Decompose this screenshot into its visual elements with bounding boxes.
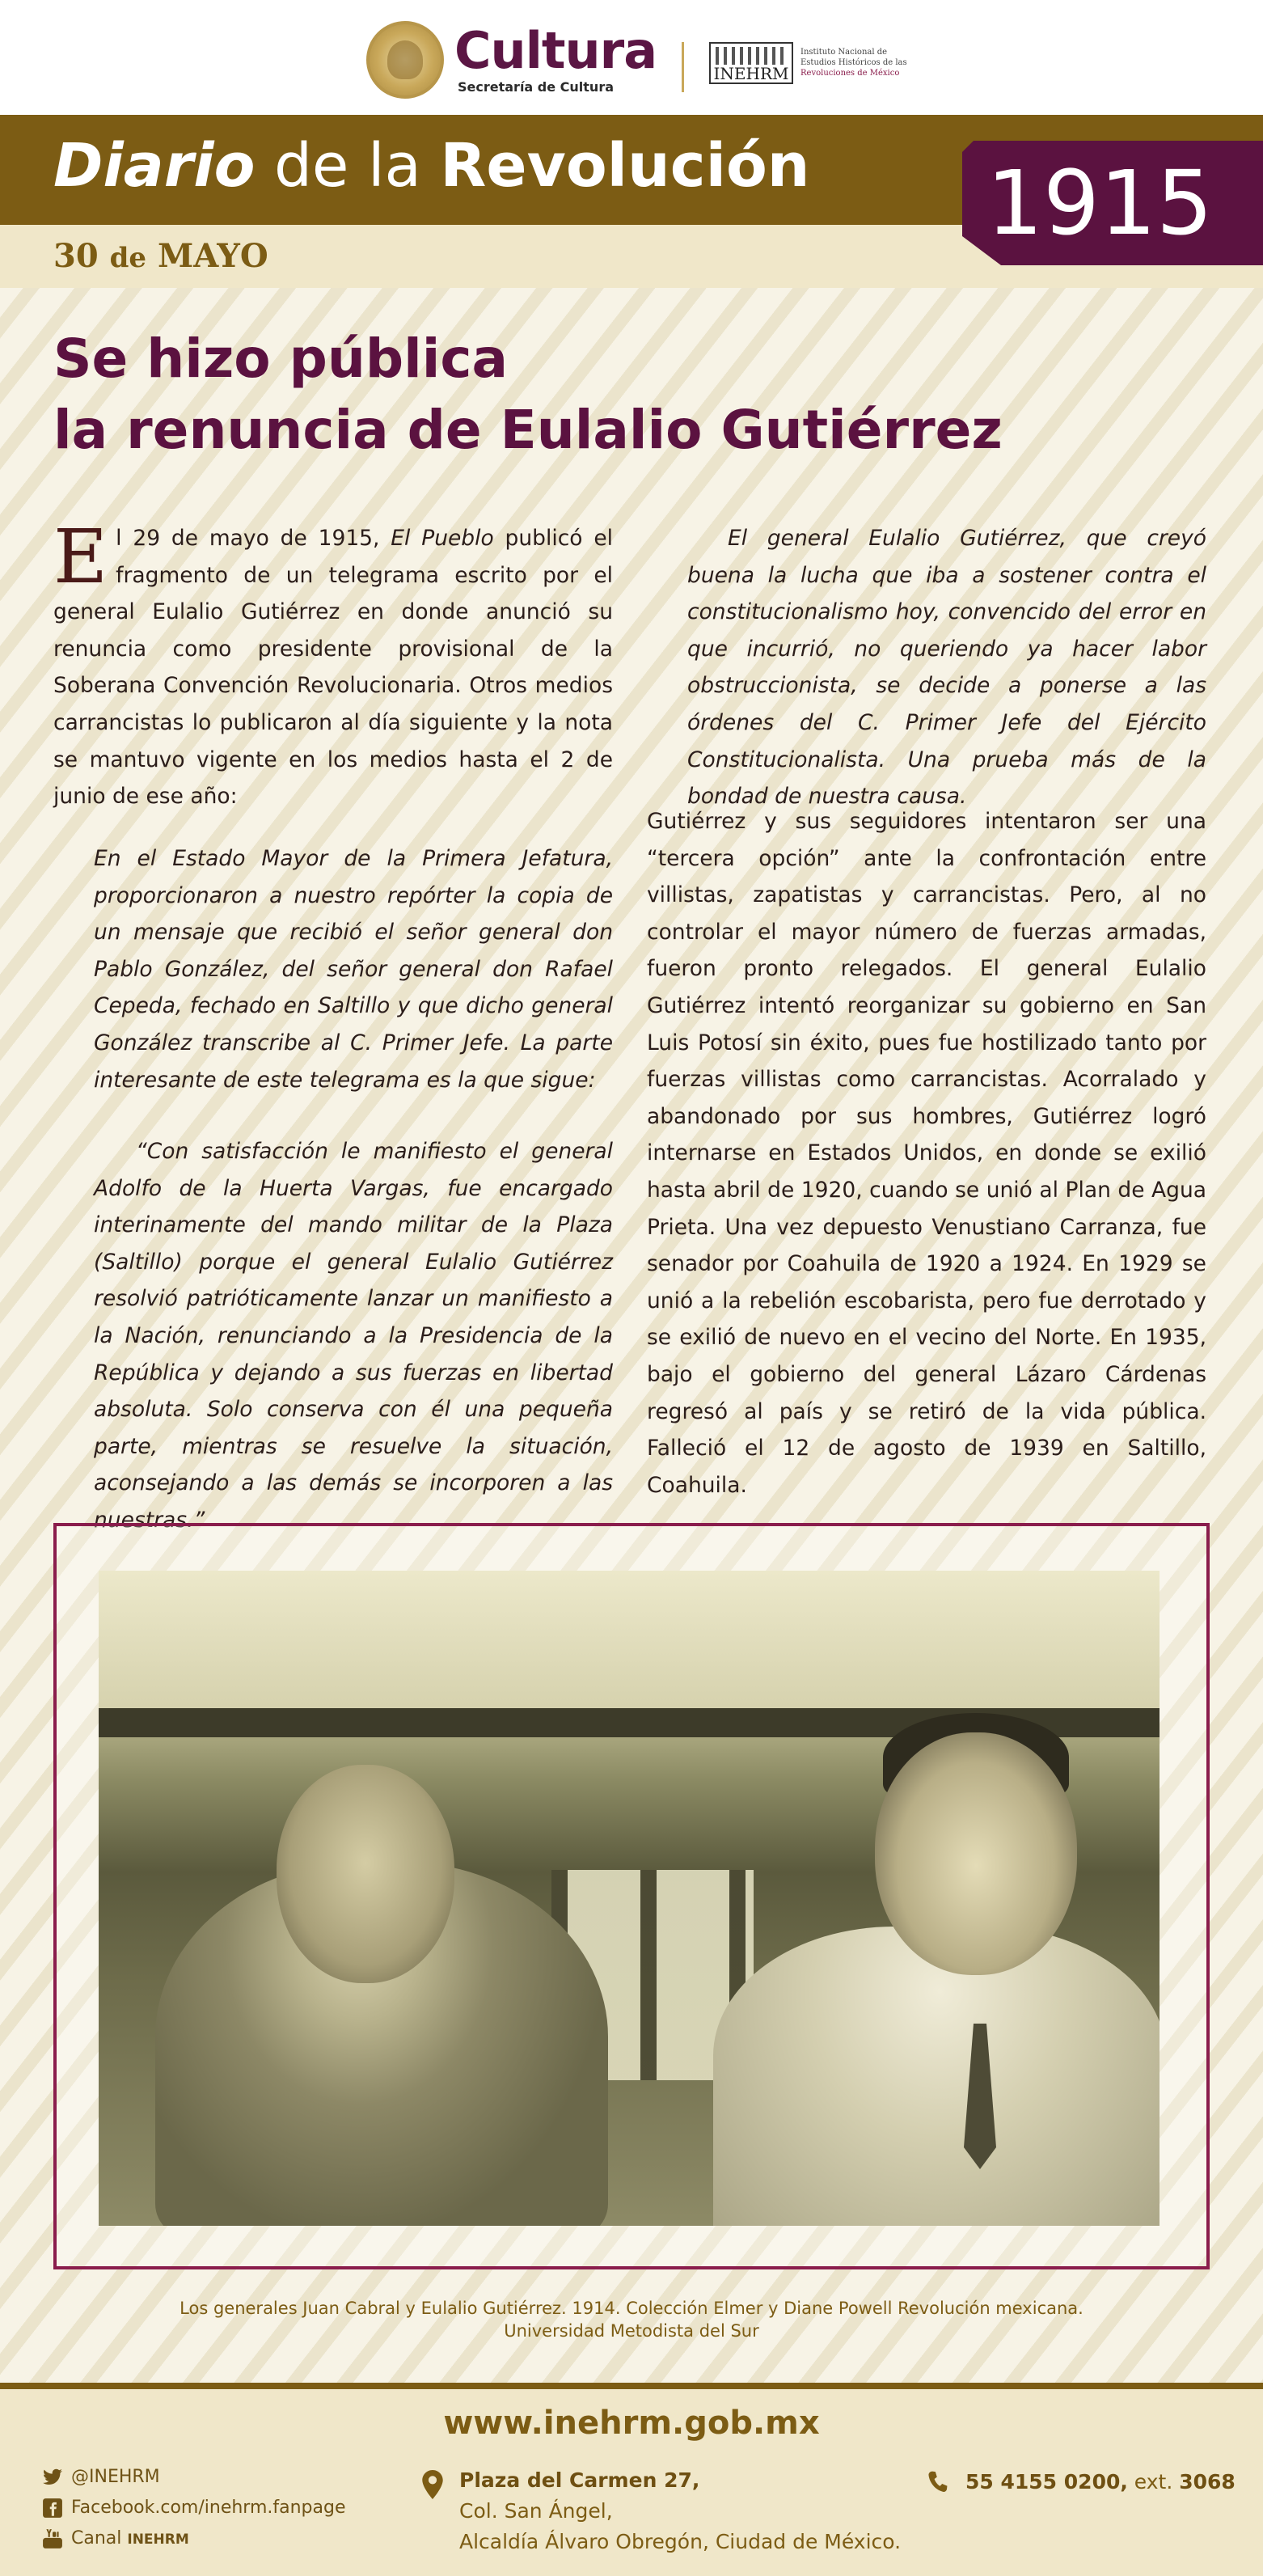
twitter-handle: @INEHRM bbox=[71, 2467, 160, 2487]
series-title-revolucion: Revolución bbox=[440, 131, 810, 201]
youtube-link[interactable] bbox=[42, 2525, 189, 2553]
twitter-link[interactable] bbox=[42, 2464, 160, 2491]
facebook-link[interactable] bbox=[42, 2494, 346, 2522]
caption-line: Los generales Juan Cabral y Eulalio Gutiérrez. 1914. Colección Elmer y Diane Powell Revolución mexicana. bbox=[180, 2299, 1083, 2318]
headline-line: Se hizo pública bbox=[53, 328, 508, 390]
phone-number: 55 4155 0200, bbox=[965, 2470, 1128, 2494]
intro-text-a: l 29 de mayo de 1915, bbox=[116, 526, 391, 551]
date-day: 30 bbox=[53, 237, 99, 275]
series-title-dela: de la bbox=[255, 131, 441, 201]
inehrm-desc-line: Revoluciones de México bbox=[800, 69, 900, 78]
headline-line: la renuncia de Eulalio Gutiérrez bbox=[53, 399, 1003, 461]
eagle-emblem-icon bbox=[387, 40, 423, 79]
inehrm-logo-text: INEHRM bbox=[713, 64, 789, 83]
intro-paragraph bbox=[53, 514, 613, 815]
photo-figure-right bbox=[713, 1927, 1160, 2226]
facebook-icon bbox=[42, 2498, 63, 2519]
series-title bbox=[53, 129, 809, 202]
address-colonia: Col. San Ángel, bbox=[459, 2499, 613, 2523]
drop-cap: E bbox=[53, 514, 108, 600]
article-headline bbox=[53, 324, 1202, 466]
address-street: Plaza del Carmen 27, bbox=[459, 2468, 700, 2492]
facebook-url: Facebook.com/inehrm.fanpage bbox=[71, 2498, 346, 2518]
cultura-logo-word: Cultura bbox=[454, 21, 657, 80]
twitter-bird-icon bbox=[42, 2467, 63, 2488]
date-line bbox=[53, 236, 268, 278]
photo-caption bbox=[113, 2297, 1150, 2342]
inehrm-logo bbox=[709, 42, 793, 84]
quote-paragraph-1: En el Estado Mayor de la Primera Jefatura, proporcionaron a nuestro repórter la copia de un mensaje que recibió el señor general don Pablo González, del señor general don Rafael Cepeda, fechado en Saltillo y que dicho general González transcribe al C. Primer Jefe. La parte interesante de este telegrama es la que sigue: bbox=[94, 846, 613, 1093]
photo-ceiling bbox=[99, 1571, 1160, 1708]
series-title-diario: Diario bbox=[53, 131, 256, 201]
quote-paragraph-2: “Con satisfacción le manifiesto el general Adolfo de la Huerta Vargas, fue encargado interinamente del mando militar de la Plaza (Saltillo) porque el general Eulalio Gutiérrez resolvió patrióticamente lanzar un manifiesto a la Nación, renunciando a la Presidencia de la República y dejando a sus fuerzas en libertad absoluta. Solo conserva con él una pequeña parte, mientras se resuelve la situación, aconsejando a las demás se incorporen a las nuestras.” bbox=[94, 1139, 613, 1533]
phone-extension: 3068 bbox=[1179, 2470, 1236, 2494]
address-line-2: Alcaldía Álvaro Obregón, Ciudad de México. bbox=[459, 2530, 902, 2553]
year-text: 1915 bbox=[986, 151, 1213, 255]
date-month: MAYO bbox=[157, 237, 268, 275]
historical-photo bbox=[99, 1571, 1160, 2226]
publication-name: El Pueblo bbox=[391, 526, 494, 551]
date-de: de bbox=[109, 242, 147, 274]
phone-block[interactable] bbox=[927, 2467, 1236, 2498]
address-line-1 bbox=[459, 2465, 904, 2527]
quote-paragraph-3: El general Eulalio Gutiérrez, que creyó buena la lucha que iba a sostener contra el constitucionalismo hoy, convencido del error en que incurrió, no queriendo ya hacer labor obstruccionista, se decide a ponerse a las órdenes del C. Primer Jefe del Ejército Constitucionalista. Una prueba más de la bondad de nuestra causa. bbox=[687, 526, 1206, 810]
phone-ext-label: ext. bbox=[1127, 2470, 1180, 2494]
youtube-label: Canal bbox=[71, 2528, 128, 2549]
photo-head-left bbox=[277, 1765, 454, 1983]
coat-of-arms-seal-icon bbox=[366, 21, 444, 99]
inehrm-desc-line: Instituto Nacional de bbox=[800, 48, 888, 57]
logo-divider bbox=[682, 42, 684, 92]
body-paragraph: Gutiérrez y sus seguidores intentaron ser una “tercera opción” ante la confrontación entre villistas, zapatistas y carrancistas. Pero, al no controlar el mayor número de fuerzas armadas, fueron pronto relegados. El general Eulalio Gutiérrez intentó reorganizar su gobierno en San Luis Potosí sin éxito, pues fue hostilizado tanto por fuerzas villistas como carrancistas. Acorralado y abandonado por sus hombres, Gutiérrez logró internarse en Estados Unidos, en donde se exilió hasta abril de 1920, cuando se unió al Plan de Agua Prieta. Una vez depuesto Venustiano Carranza, fue senador por Coahuila de 1920 a 1924. En 1929 se unió a la rebelión escobarista, pero fue derrotado y se exilió de nuevo en el vecino del Norte. En 1935, bajo el gobierno del general Lázaro Cárdenas regresó al país y se retiró de la vida pública. Falleció el 12 de agosto de 1939 en Saltillo, Coahuila. bbox=[647, 809, 1206, 1498]
caption-line: Universidad Metodista del Sur bbox=[504, 2321, 759, 2341]
cultura-logo-subtitle: Secretaría de Cultura bbox=[458, 79, 615, 95]
website-url-link[interactable]: www.inehrm.gob.mx bbox=[443, 2405, 820, 2442]
youtube-channel: INEHRM bbox=[127, 2532, 189, 2548]
intro-text-b: publicó el fragmento de un telegrama escrito por el general Eulalio Gutiérrez en donde anunció su renuncia como presidente provisional de la Soberana Convención Revolucionaria. Otros medios carrancistas lo publicaron al día siguiente y la nota se mantuvo vigente en los medios hasta el 2 de junio de ese año: bbox=[53, 526, 613, 810]
youtube-icon bbox=[42, 2528, 63, 2549]
address-block bbox=[419, 2465, 904, 2557]
footer-rule bbox=[0, 2383, 1263, 2389]
columns-building-icon bbox=[716, 47, 787, 65]
photo-head-right bbox=[875, 1732, 1077, 1975]
inehrm-desc-line: Estudios Históricos de las bbox=[800, 58, 907, 67]
inehrm-description bbox=[800, 47, 922, 78]
